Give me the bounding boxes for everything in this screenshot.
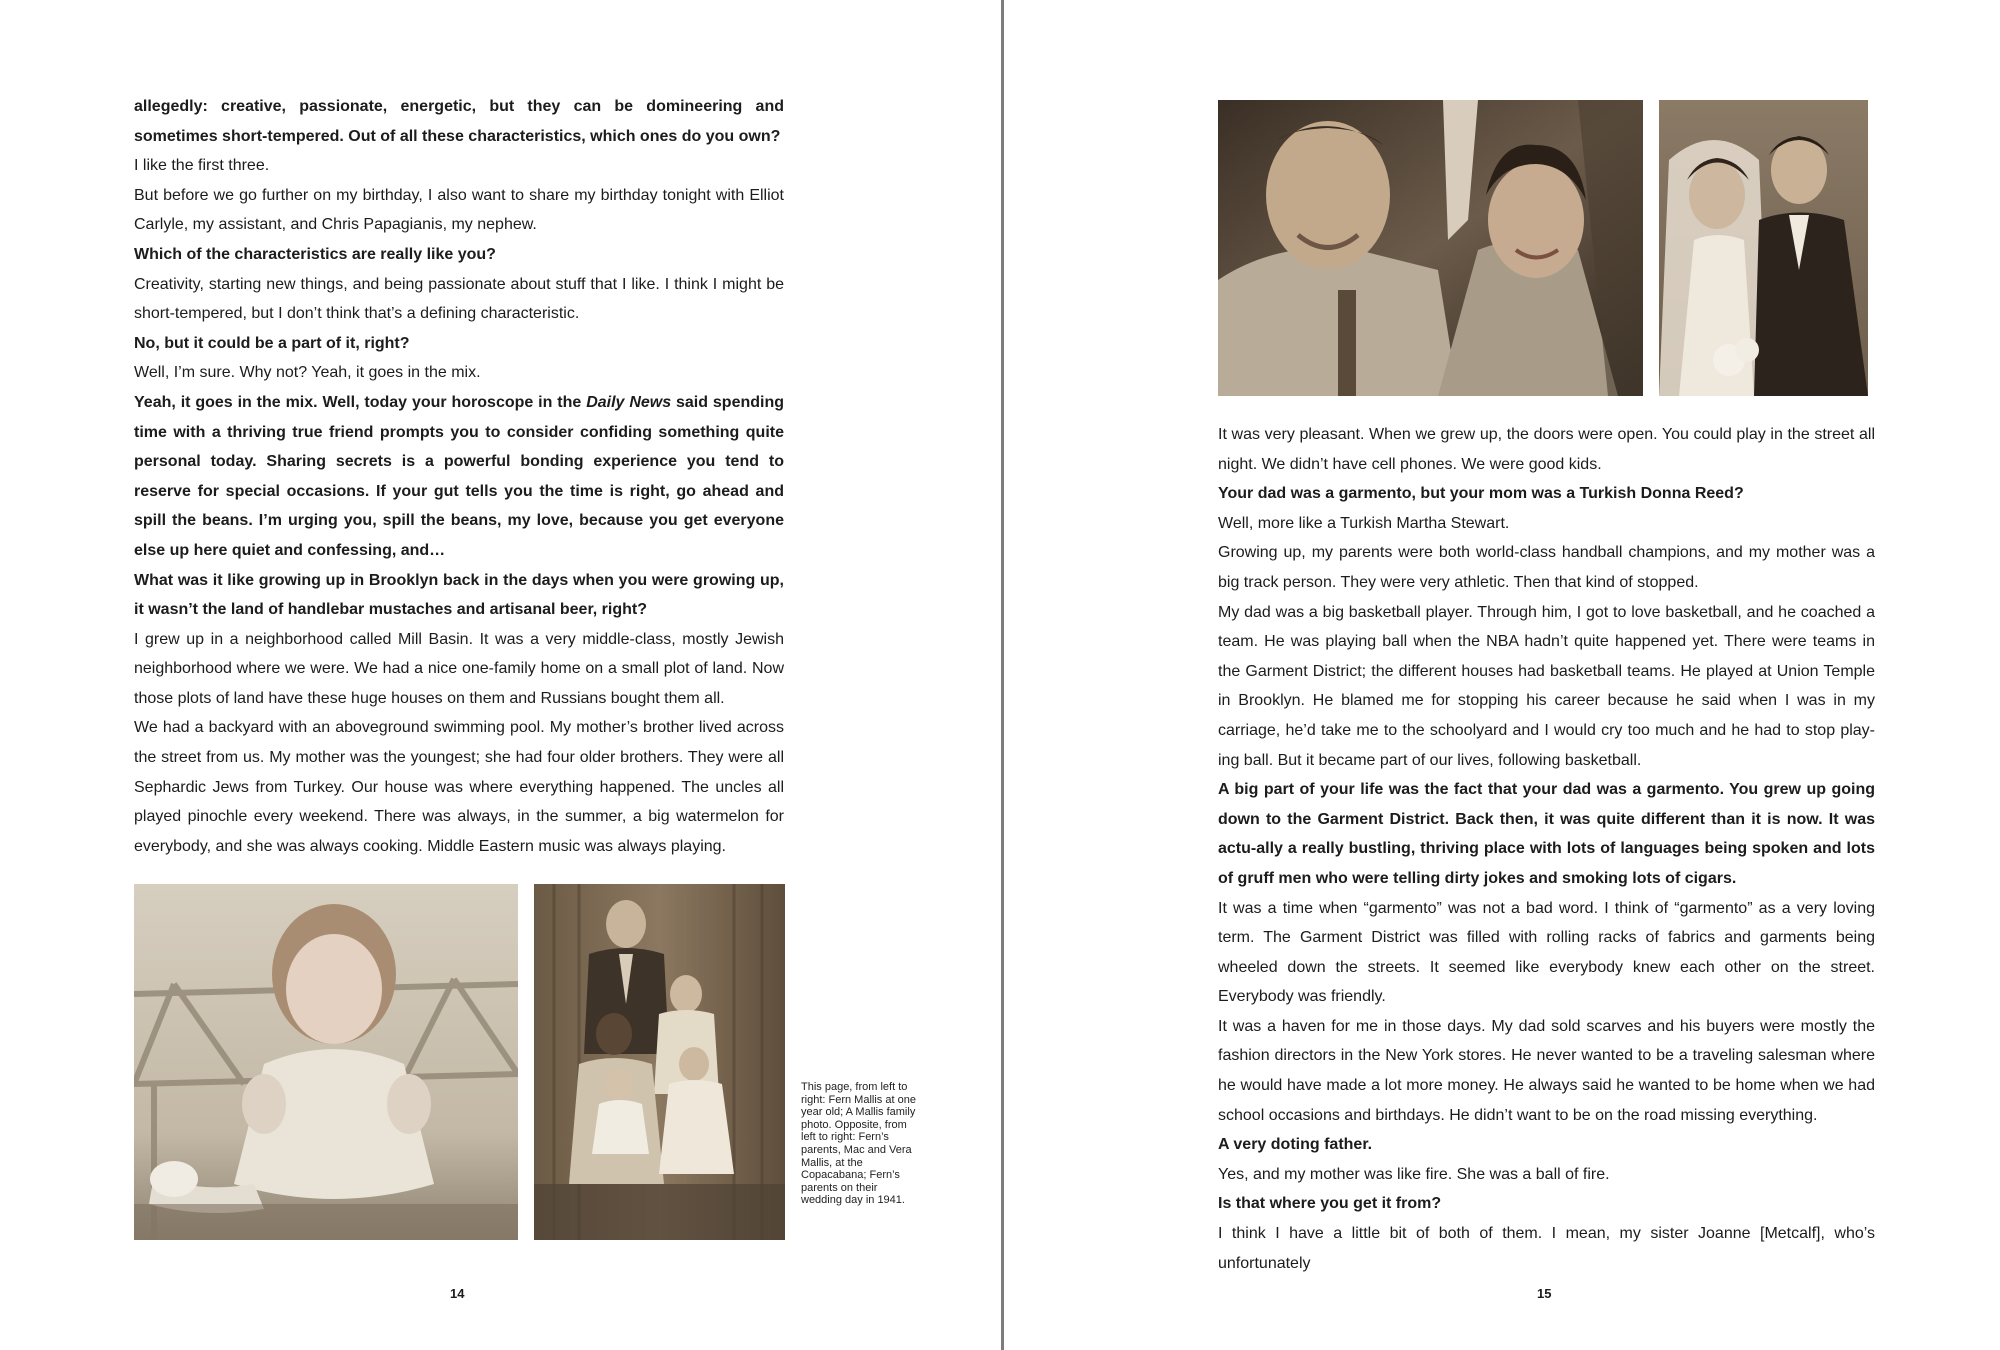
interview-question: Is that where you get it from?: [1218, 1195, 1442, 1213]
interview-answer: It was a time when “garmento” was not a bad word. I think of “garmento” as a very loving term. The Garment District was filled with rolling racks of fabrics and garments being wheeled down the streets. It seemed like everybody knew each other on the street. Everybody was friendly.: [1218, 899, 1875, 1006]
photo-fern-one-year-old: [134, 884, 518, 1240]
photo-parents-wedding: [1659, 100, 1868, 396]
right-page: [1005, 0, 2000, 1350]
interview-answer: But before we go further on my birthday, I also want to share my birthday tonight with Elliot Carlyle, my assistant, and Chris Papagianis, my nephew.: [134, 186, 784, 234]
page-number: 15: [1537, 1286, 1552, 1301]
interview-answer: Growing up, my parents were both world-class handball champions, and my mother was a big track person. They were very athletic. Then that kind of stopped.: [1218, 544, 1875, 591]
interview-question: A big part of your life was the fact that your dad was a garmento. You grew up going down to the Garment District. Back then, it was quite different than it is now. It was actu-ally a really bustling, thriving place with lots of languages being spoken and lots of gruff men who were telling dirty jokes and smoking lots of cigars.: [1218, 781, 1875, 887]
interview-answer: It was very pleasant. When we grew up, the doors were open. You could play in the street all night. We didn’t have cell phones. We were good kids.: [1218, 426, 1875, 473]
interview-question: No, but it could be a part of it, right?: [134, 334, 410, 352]
interview-answer: It was a haven for me in those days. My dad sold scarves and his buyers were mostly the fashion directors in the New York stores. He never wanted to be a traveling salesman where he would have made a lot more money. He always said he wanted to be home when we had school occasions and birthdays. He didn’t want to be on the road missing everything.: [1218, 1017, 1875, 1124]
interview-question: allegedly: creative, passionate, energetic, but they can be domineering and sometimes short-tempered. Out of all these characteristics, which ones do you own?: [134, 98, 784, 145]
photo-caption: This page, from left to right: Fern Mallis at one year old; A Mallis family photo. Opposite, from left to right: Fern’s parents, Mac and Vera Mallis, at the Copacabana; Fern’s parents on their wedding day in 1941.: [801, 1081, 916, 1207]
newspaper-title: Daily News: [586, 393, 672, 411]
horoscope-text-start: Yeah, it goes in the mix. Well, today your horoscope in the: [134, 393, 587, 411]
left-page-text: [134, 92, 784, 861]
interview-answer: Yes, and my mother was like fire. She was a ball of fire.: [1218, 1165, 1610, 1183]
interview-answer: We had a backyard with an aboveground swimming pool. My mother’s brother lived across the street from us. My mother was the youngest; she had four older brothers. They were all Sephardic Jews from Turkey. Our house was where everything happened. The uncles all played pinochle every weekend. There was always, in the summer, a big watermelon for everybody, and she was always cooking. Middle Eastern music was always playing.: [134, 719, 784, 855]
interview-question: What was it like growing up in Brooklyn back in the days when you were growing up, it wasn’t the land of handlebar mustaches and artisanal beer, right?: [134, 571, 784, 619]
page-gutter-divider: [1001, 0, 1004, 1350]
interview-answer: I grew up in a neighborhood called Mill Basin. It was a very middle-class, mostly Jewish neighborhood where we were. We had a nice one-family home on a small plot of land. Now those plots of land have these huge houses on them and Russians bought them all.: [134, 630, 784, 707]
interview-question: Which of the characteristics are really like you?: [134, 245, 496, 263]
horoscope-text-end: said spending time with a thriving true friend prompts you to consider confiding something quite personal today. Sharing secrets is a powerful bonding experience you tend to reserve for special occasions. If your gut tells you the time is right, go ahead and spill the beans. I’m urging you, spill the beans, my love, because you get everyone else up here quiet and confessing, and…: [134, 393, 785, 559]
interview-answer: My dad was a big basketball player. Through him, I got to love basketball, and he coached a team. He was playing ball when the NBA hadn’t quite happened yet. There were teams in the Garment District; the different houses had basketball teams. He played at Union Temple in Brooklyn. He blamed me for stopping his career because he said when I was in my carriage, he’d take me to the schoolyard and I would cry too much and he had to stop play-ing ball. But it became part of our lives, following basketball.: [1218, 603, 1875, 769]
photo-parents-copacabana: [1218, 100, 1643, 396]
right-page-text: [1218, 420, 1875, 1278]
interview-question: Your dad was a garmento, but your mom was a Turkish Donna Reed?: [1218, 485, 1744, 503]
interview-answer: I think I have a little bit of both of them. I mean, my sister Joanne [Metcalf], who’s unfortunately: [1218, 1225, 1875, 1272]
interview-answer: Well, I’m sure. Why not? Yeah, it goes in the mix.: [134, 364, 481, 382]
interview-answer: I like the first three.: [134, 157, 270, 175]
interview-answer: Well, more like a Turkish Martha Stewart.: [1218, 514, 1510, 532]
interview-question: A very doting father.: [1218, 1136, 1373, 1154]
interview-answer: Creativity, starting new things, and being passionate about stuff that I like. I think I might be short-tempered, but I don’t think that’s a defining characteristic.: [134, 275, 784, 323]
interview-question-horoscope: [134, 388, 784, 566]
page-number: 14: [450, 1286, 465, 1301]
photo-mallis-family: [534, 884, 785, 1240]
